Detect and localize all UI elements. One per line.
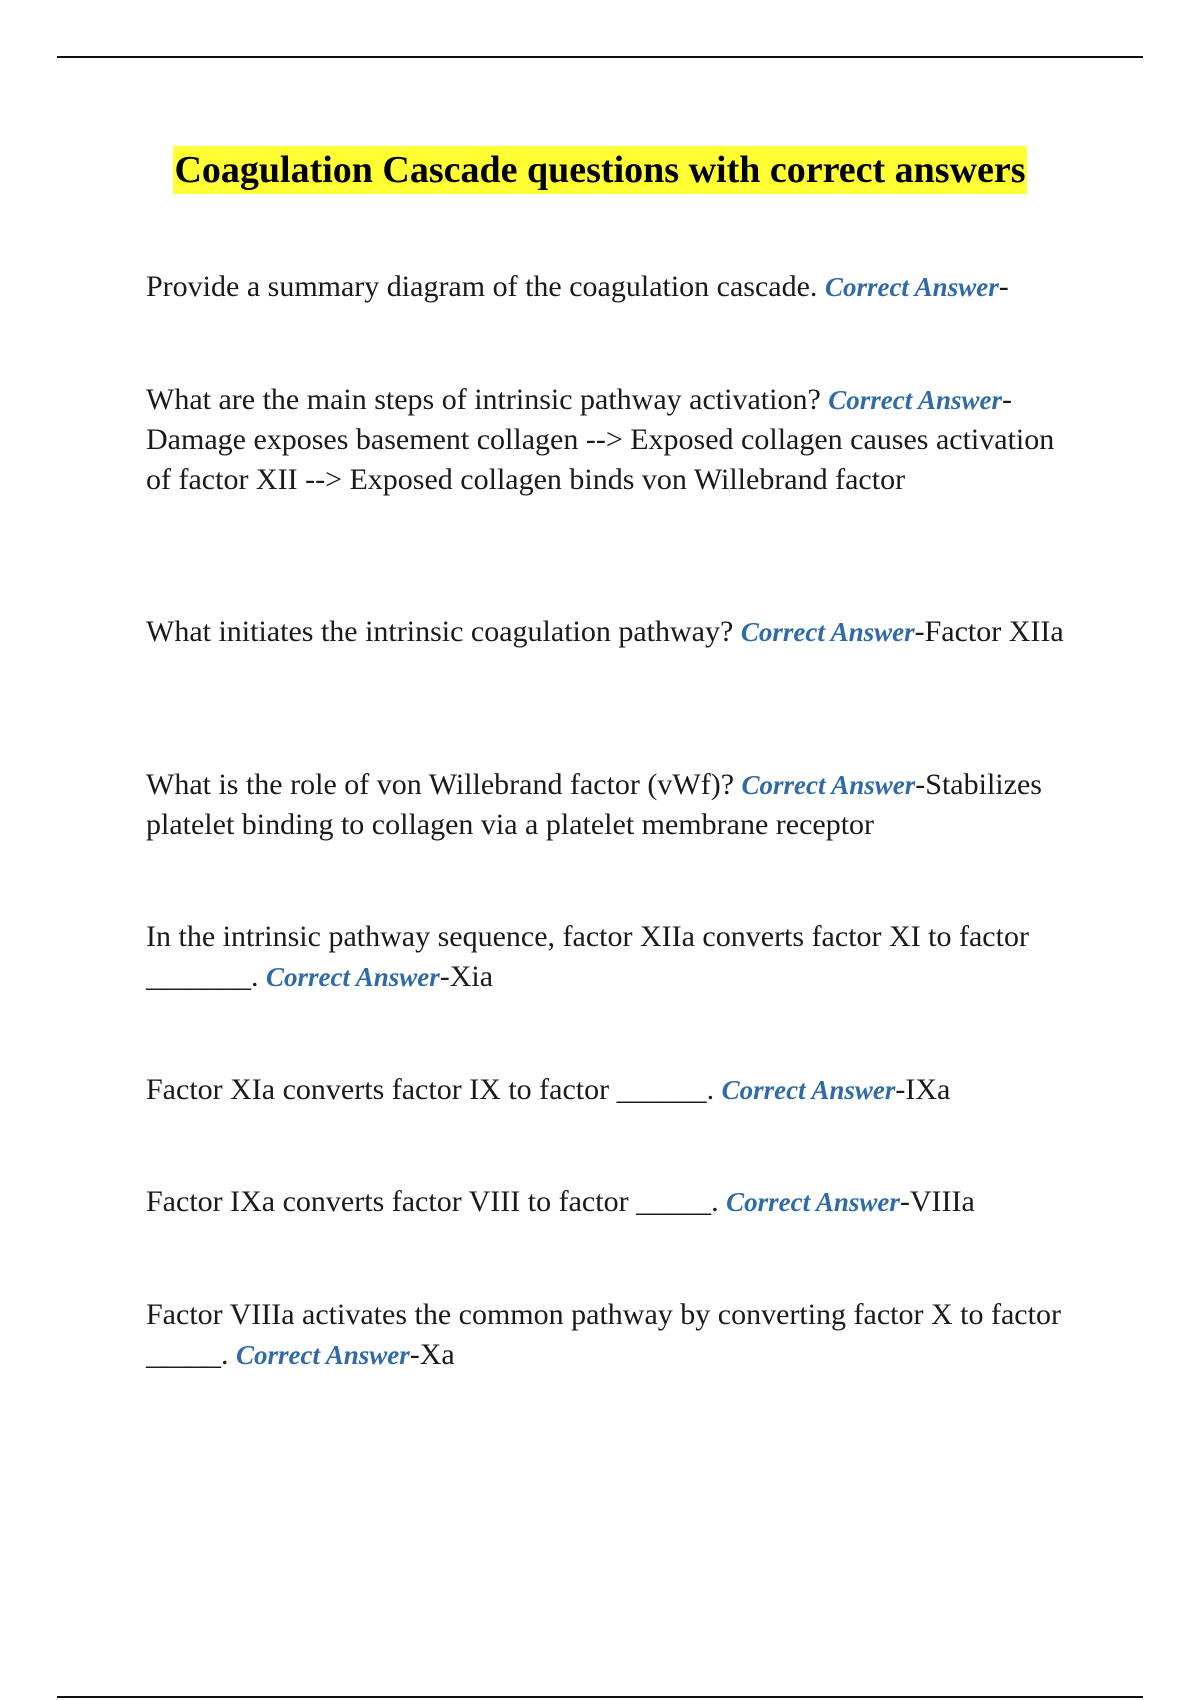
correct-answer-label: Correct Answer bbox=[266, 962, 440, 992]
correct-answer-label: Correct Answer bbox=[236, 1340, 410, 1370]
correct-answer-label: Correct Answer bbox=[824, 272, 999, 302]
question-text: Factor VIIIa activates the common pathway by converting factor X to factor _____. bbox=[146, 1298, 1061, 1371]
correct-answer-label: Correct Answer bbox=[726, 1187, 900, 1217]
answer-text: -Stabilizes platelet binding to collagen via a platelet membrane receptor bbox=[146, 768, 1042, 841]
qa-item bbox=[146, 380, 1076, 500]
correct-answer-label: Correct Answer bbox=[721, 1075, 896, 1105]
question-text: What initiates the intrinsic coagulation pathway? bbox=[146, 615, 741, 648]
document-title: Coagulation Cascade questions with correct answers bbox=[173, 146, 1026, 194]
question-text: Factor XIa converts factor IX to factor ______. bbox=[146, 1073, 722, 1106]
qa-item bbox=[146, 1295, 1076, 1375]
answer-text: -IXa bbox=[895, 1073, 951, 1106]
qa-item bbox=[146, 267, 1076, 307]
answer-text: -Damage exposes basement collagen --> Exposed collagen causes activation of factor XII --> Exposed collagen binds von Willebrand factor bbox=[146, 383, 1055, 496]
answer-text: -Xia bbox=[439, 960, 494, 993]
answer-text: - bbox=[998, 270, 1009, 303]
answer-text: -VIIIa bbox=[899, 1185, 975, 1218]
qa-item bbox=[146, 1182, 1076, 1222]
qa-item bbox=[146, 765, 1076, 845]
question-text: In the intrinsic pathway sequence, factor XIIa converts factor XI to factor _______. bbox=[146, 920, 1029, 993]
question-text: What is the role of von Willebrand factor (vWf)? bbox=[146, 768, 742, 801]
header-rule bbox=[57, 56, 1143, 58]
answer-text: -Xa bbox=[409, 1338, 455, 1371]
footer-rule bbox=[57, 1696, 1143, 1698]
question-text: What are the main steps of intrinsic pathway activation? bbox=[146, 383, 829, 416]
correct-answer-label: Correct Answer bbox=[740, 617, 915, 647]
qa-item bbox=[146, 917, 1076, 997]
qa-item bbox=[146, 612, 1076, 652]
title-container bbox=[0, 146, 1200, 194]
qa-item bbox=[146, 1070, 1076, 1110]
question-text: Provide a summary diagram of the coagulation cascade. bbox=[146, 270, 825, 303]
correct-answer-label: Correct Answer bbox=[828, 385, 1003, 415]
answer-text: -Factor XIIa bbox=[914, 615, 1064, 648]
correct-answer-label: Correct Answer bbox=[741, 770, 916, 800]
question-text: Factor IXa converts factor VIII to factor _____. bbox=[146, 1185, 727, 1218]
